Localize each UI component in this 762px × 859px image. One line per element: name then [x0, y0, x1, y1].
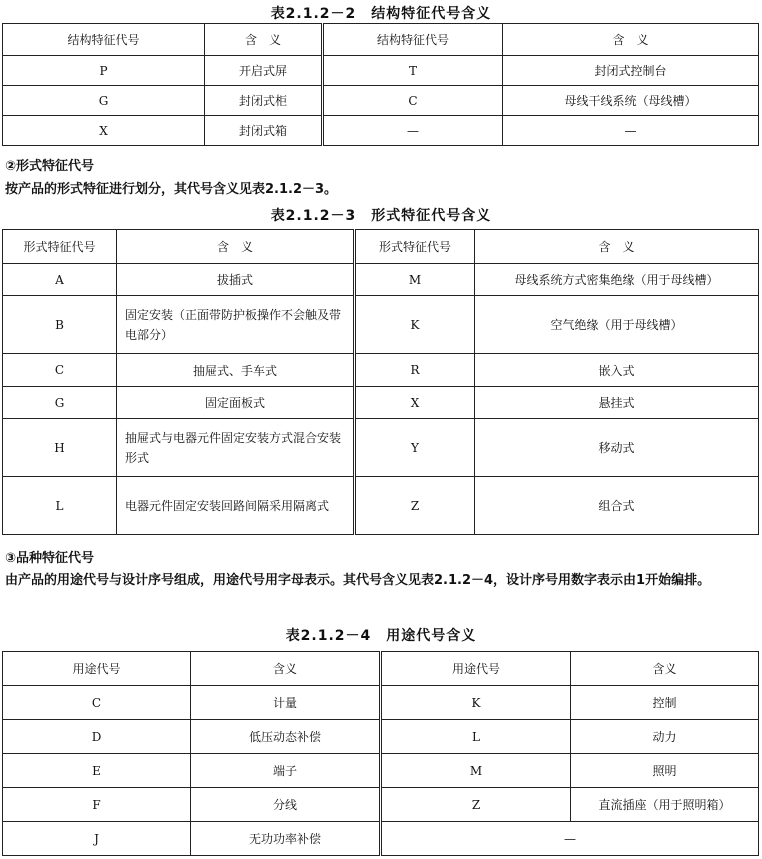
code-cell: C — [3, 686, 191, 720]
form-code-table — [2, 229, 759, 535]
table-header-row — [3, 230, 759, 264]
meaning-cell: 计量 — [191, 686, 381, 720]
meaning-cell: 抽屉式、手车式 — [117, 354, 355, 387]
table-row — [3, 56, 759, 86]
table-row — [3, 419, 759, 477]
table3-title: 表2.1.2－4 用途代号含义 — [285, 628, 477, 644]
usage-code-table — [2, 651, 759, 856]
table-header-row — [3, 652, 759, 686]
meaning-cell: 低压动态补偿 — [191, 720, 381, 754]
table-row — [3, 720, 759, 754]
meaning-cell: 母线干线系统（母线槽） — [503, 86, 759, 116]
table-row — [3, 788, 759, 822]
table-row — [3, 686, 759, 720]
section3-text: 由产品的用途代号与设计序号组成，用途代号用字母表示。其代号含义见表2.1.2－4，设计序号用数字表示由1开始编排。 — [5, 573, 711, 588]
meaning-cell: 悬挂式 — [475, 387, 759, 419]
table1-title: 表2.1.2－2 结构特征代号含义 — [270, 6, 492, 22]
code-cell: G — [3, 387, 117, 419]
code-cell: B — [3, 296, 117, 354]
code-cell: L — [381, 720, 571, 754]
code-cell: — — [323, 116, 503, 146]
header-cell: 用途代号 — [3, 652, 191, 686]
meaning-cell: 分线 — [191, 788, 381, 822]
meaning-cell: 空气绝缘（用于母线槽） — [475, 296, 759, 354]
meaning-cell: 直流插座（用于照明箱） — [571, 788, 759, 822]
code-cell: P — [3, 56, 205, 86]
meaning-cell: 无功功率补偿 — [191, 822, 381, 856]
code-cell: J — [3, 822, 191, 856]
code-cell: C — [323, 86, 503, 116]
section2-heading: ②形式特征代号 — [5, 159, 95, 174]
table-row — [3, 354, 759, 387]
code-cell: X — [3, 116, 205, 146]
table-row — [3, 754, 759, 788]
header-cell: 用途代号 — [381, 652, 571, 686]
header-cell: 形式特征代号 — [3, 230, 117, 264]
code-cell: G — [3, 86, 205, 116]
code-cell: K — [381, 686, 571, 720]
meaning-cell: 封闭式柜 — [205, 86, 323, 116]
table-row — [3, 264, 759, 296]
structure-code-table — [2, 23, 759, 146]
code-cell: H — [3, 419, 117, 477]
section3-heading: ③品种特征代号 — [5, 551, 95, 566]
code-cell: Z — [355, 477, 475, 535]
header-cell: 含 义 — [117, 230, 355, 264]
table-row — [3, 116, 759, 146]
meaning-cell: 封闭式箱 — [205, 116, 323, 146]
header-cell: 结构特征代号 — [3, 24, 205, 56]
code-cell: M — [355, 264, 475, 296]
code-cell: T — [323, 56, 503, 86]
code-cell: R — [355, 354, 475, 387]
table-header-row — [3, 24, 759, 56]
meaning-cell: 照明 — [571, 754, 759, 788]
meaning-cell: 开启式屏 — [205, 56, 323, 86]
meaning-cell: 移动式 — [475, 419, 759, 477]
code-cell: C — [3, 354, 117, 387]
meaning-cell: 嵌入式 — [475, 354, 759, 387]
code-cell: E — [3, 754, 191, 788]
meaning-cell: 抽屉式与电器元件固定安装方式混合安装形式 — [117, 419, 355, 477]
meaning-cell: 动力 — [571, 720, 759, 754]
meaning-cell: 固定面板式 — [117, 387, 355, 419]
table-row — [3, 296, 759, 354]
meaning-cell: 拔插式 — [117, 264, 355, 296]
table2-title: 表2.1.2－3 形式特征代号含义 — [270, 208, 492, 224]
meaning-cell: 组合式 — [475, 477, 759, 535]
merged-cell: — — [381, 822, 759, 856]
meaning-cell: 固定安装（正面带防护板操作不会触及带电部分） — [117, 296, 355, 354]
code-cell: Y — [355, 419, 475, 477]
table-row — [3, 86, 759, 116]
header-cell: 含义 — [571, 652, 759, 686]
meaning-cell: — — [503, 116, 759, 146]
table-row — [3, 822, 759, 856]
header-cell: 含义 — [191, 652, 381, 686]
code-cell: Z — [381, 788, 571, 822]
table-row — [3, 387, 759, 419]
meaning-cell: 封闭式控制台 — [503, 56, 759, 86]
code-cell: D — [3, 720, 191, 754]
header-cell: 形式特征代号 — [355, 230, 475, 264]
code-cell: L — [3, 477, 117, 535]
code-cell: K — [355, 296, 475, 354]
section2-text: 按产品的形式特征进行划分，其代号含义见表2.1.2－3。 — [5, 182, 338, 197]
table-row — [3, 477, 759, 535]
meaning-cell: 控制 — [571, 686, 759, 720]
code-cell: M — [381, 754, 571, 788]
code-cell: A — [3, 264, 117, 296]
meaning-cell: 母线系统方式密集绝缘（用于母线槽） — [475, 264, 759, 296]
meaning-cell: 电器元件固定安装回路间隔采用隔离式 — [117, 477, 355, 535]
meaning-cell: 端子 — [191, 754, 381, 788]
header-cell: 含 义 — [475, 230, 759, 264]
code-cell: X — [355, 387, 475, 419]
code-cell: F — [3, 788, 191, 822]
header-cell: 含 义 — [205, 24, 323, 56]
header-cell: 结构特征代号 — [323, 24, 503, 56]
header-cell: 含 义 — [503, 24, 759, 56]
